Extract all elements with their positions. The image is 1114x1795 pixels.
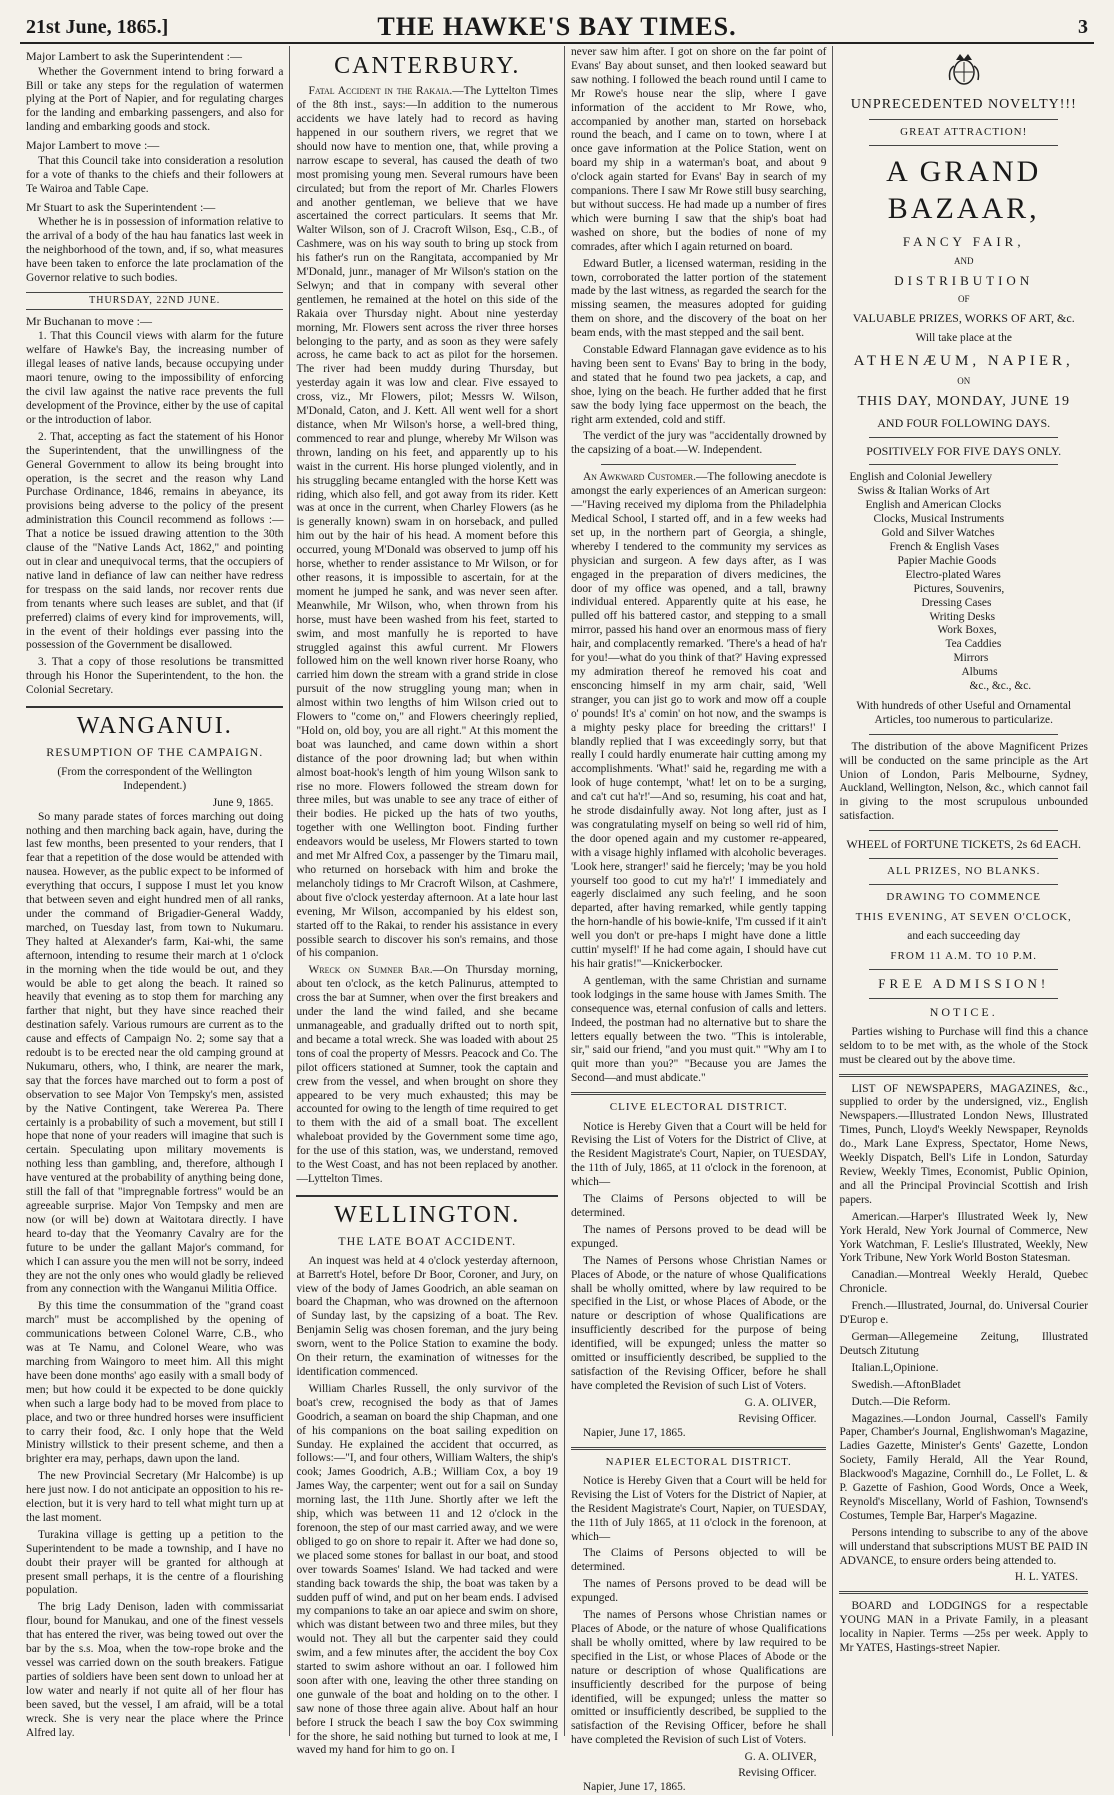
goods-item: Gold and Silver Watches [881,527,995,540]
article-paragraph: Constable Edward Flannagan gave evidence as to his having been sent to Evans' Bay to bring in the body, and stated that he found two pea jackets, a cap, and shoe, lying on the beach. He further added that he first saw the body lying face uppermost on the beach, the right arm extended, cold and stiff. [570,344,827,426]
bazaar-ad-text: With hundreds of other Useful and Ornamental Articles, too numerous to particularize. [856,699,1072,726]
goods-item: Papier Machie Goods [897,554,997,567]
signature: H. L. YATES. [1014,1571,1078,1584]
goods-list [849,471,1088,694]
newspaper-list-paragraph: German—Allegemeine Zeitung, Illustrated Deutsch Zitutung [839,1330,1088,1357]
motion-text: Whether the Government intend to bring forward a Bill or take any steps for the regulation of watermen plying at the Port of Napier, and for regulating charges for the landing and embarking passengers, and also for landing and embarking goods and stock. [26,65,284,134]
goods-item: &c., &c., &c. [969,680,1032,693]
article-paragraph: never saw him after. I got on shore on the far point of Evans' Bay about sunset, and then looked seaward but saw nothing. I followed the beach round until I came to Mr Rowe's house near the slip, where I gave information of the accident to Mr Rowe, who, accompanied by another man, started on horseback round the beach, and I came on to town, where I at once gave information at the Police Station, went on board my ship in a waterman's boat, and about 9 o'clock again started for Evans' Bay in search of my companions. There I saw Mr Rowe still busy searching, but without success. He had made up a number of fires which were burning I saw that the ship's boat had washed on shore, but the bodies of none of my comrades, after which I again returned on board. [570,46,827,253]
newspaper-list-paragraph: Italian.L,Opinione. [851,1361,939,1374]
divider [869,119,1058,120]
motion-heading: Mr Stuart to ask the Superintendent :— [26,199,216,214]
divider [869,437,1058,438]
article-subheading: THE LATE BOAT ACCIDENT. [338,1234,517,1249]
motion-heading: Major Lambert to move :— [26,138,160,153]
column-3 [565,46,834,1793]
notice-date: Napier, June 17, 1865. [582,1780,686,1793]
bazaar-ad-line: GREAT ATTRACTION! [900,126,1028,139]
newspaper-list-paragraph: Persons intending to subscribe to any of the above will understand that subscriptions MUST BE PAID IN ADVANCE, to ensure orders being attended to. [839,1526,1088,1567]
article-text: —The following anecdote is amongst the early experiences of an American surgeon:—"Having received my diploma from the Philadelphia Medical School, I started off, and in a few weeks had set up, in the northern part of Georgia, a shingle, whereby I tendered to the community my services as physician and surgeon. A few days after, as I was engaged in the preparation of divers medicines, the door of my office was opened, and a tall, brawny individual entered. Apparently quite at his ease, he pulled off his battered castor, and stepping to a small mirror, passed his hand over an enormous mass of fiery hair, and complacently remarked. 'There's a head of ha'r for you!—what do you think of that?' Having expressed my admiration thereof he removed his coat and ensconcing himself in my arm chair, said, 'Well stranger, you can jist go to work and mow off a couple o' pounds! It's a' comin' on hot now, and the swamps is a mighty pesky place for breeding the crittars!' I blandly replied that I was exceedingly sorry, but that really I could hardly enumerate hair cutting among my accomplishments. 'What!' said he, regarding me with a look of huge contempt, 'what! let on to be a surging, and ca't cut ha'r!'—And so, resuming, his coat and hat, he strode disdainfully away. Not long after, just as I was congratulating myself on being so well rid of him, the door opened again and my customer re-appeared, with a visage highly inflamed with alcoholic beverages. 'Look here, stranger!' said he fiercely; 'may be you hold yourself too good to cut my ha'r!' I immediately and eagerly disclaimed any such feeling, and he soon departed, after having remarked, while gently tapping the horn-handle of his bowie-knife, 'I'm cussed if it ain't well you don't or pre-haps I might have done a little cuttin' myself!' If he had come again, I should have cut his hair gratis!"—Knickerbocker. [570,471,827,970]
notice-paragraph: The Claims of Persons objected to will be determined. [570,1547,827,1574]
divider [869,969,1058,970]
notice-date: Napier, June 17, 1865. [582,1426,686,1439]
bazaar-ad-admission: FREE ADMISSION! [878,976,1050,992]
article-paragraph [571,471,827,972]
date-subheading: THURSDAY, 22ND JUNE. [26,292,283,310]
section-heading-canterbury: CANTERBURY. [334,53,521,79]
column-1 [20,46,290,1739]
motion-text: 1. That this Council views with alarm for the future welfare of Hawke's Bay, the increasing number of illegal leases of native lands, because occupying under maori tenure, owing to the impossibility of enforcing the civil law against the native race prevents the full development of the Province, either by the use of capital or the introduction of labor. [26,330,284,426]
newspaper-list-paragraph: Magazines.—London Journal, Cassell's Family Paper, Chamber's Journal, Englishwoman's Magazine, Ladies Gazette, Minister's Gents' Gazette, London Society, Family Herald, All the Year Round, Blackwood's Magazine, Cornhill do., Le Follet, L. & P. Gazette of Fashion, Good Words, Once a Week, Reynold's Miscellany, World of Fashion, Townsend's Costumes, Temple Bar, Harper's Magazine. [839,1412,1088,1522]
goods-item: Albums [961,666,998,679]
bazaar-ad-headline: UNPRECEDENTED NOVELTY!!! [850,97,1077,112]
signature: G. A. OLIVER, [744,1396,817,1409]
article-date: June 9, 1865. [212,796,274,809]
page-number: 3 [1078,16,1088,38]
article-source: (From the correspondent of the Wellington Independent.) [57,765,253,792]
notice-heading-napier: NAPIER ELECTORAL DISTRICT. [605,1455,792,1468]
article-paragraph: By this time the consummation of the "grand coast march" must be accomplished by the opening of communications between Colonel Warre, C.B., who was at Te Namu, and Colonel Weare, who was marching from Waingoro to meet him. All this might have been done months' ago easily with a small body of men; but how could it be expected to be done quickly when such a large body had to be moved from place to place, and two or three hundred horses were insufficient to carry their food, &c. I only hope that the Weld Ministry willstick to their present scheme, and then a brighter era may, perhaps, dawn upon the land. [26,1300,284,1466]
goods-item: French & English Vases [889,540,1000,553]
bazaar-ad-line: THIS EVENING, AT SEVEN O'CLOCK, [855,910,1072,923]
column-2 [290,46,564,1757]
bazaar-ad-tickets: WHEEL of FORTUNE TICKETS, 2s 6d EACH. [846,837,1082,852]
article-paragraph: So many parade states of forces marching out doing nothing and then marching back again, have, during the last few months, been presented to your renders, that I fear that a repetition of the dose would be attended with nausea. However, as the public expect to be informed of everything that occurs, I suppose I must let you know that between seven and eight hundred men of all ranks, under the command of Brigadier-General Waddy, marched, on Tuesday last, from town to Nukumaru. They halted at Alexander's farm, Kai-whi, the same afternoon, intending to resume their march at 1 o'clock in the morning when the tide would be out, and they would be able to get along the beach. It rained so heavily that evening as to stop them for marching any farther that night, but they have since reached their destination safely. Various rumours are current as to the cause and effects of Campaign No. 2; some say that a redoubt is to be erected near the old camping ground at Nukumaru, others, who, I think, are nearer the mark, say that the forces have marched out to form a post of observation to see Major Von Tempsky's men, assisted by the Native Contingent, take Wererea Pa. There certainly is a probability of such a movement, but still I hope that none of your readers will imagine that such is certain. Speculating upon military movements is nothing less than gambling, and, therefore, although I have ventured at the probability of anything being done, still the fall of that "impregnable fortress" would be an agreeable surprise. Major Von Tempsky and men are now (or will be) down at Waitotara directly. I have heard to-day that the Yeomanry Cavalry are for the future to be under the gallant Major's command, for which I can assure you the men will not be sorry, indeed they are not the only ones who would gladly be relieved from any connection with the Wanganui Militia Office. [26,810,284,1296]
bazaar-ad-venue: ATHENÆUM, NAPIER, [853,352,1074,369]
board-lodging-ad: BOARD and LODGINGS for a respectable YOUNG MAN in a Private Family, in a pleasant locality in Napier. Terms —25s per week. Apply to Mr YATES, Hastings-street Napier. [839,1600,1088,1655]
notice-paragraph: The Claims of Persons objected to will be determined. [570,1193,827,1219]
goods-item: Tea Caddies [945,638,1002,651]
article-paragraph [296,964,557,1187]
issue-date: 21st June, 1865.] [26,16,169,38]
divider [869,464,1058,465]
bazaar-ad-line: DISTRIBUTION [894,272,1034,288]
columns [20,46,1094,1793]
article-run-in-heading: An Awkward Customer. [582,471,696,484]
bazaar-ad-date: THIS DAY, MONDAY, JUNE 19 [857,394,1070,410]
divider [869,884,1058,885]
motion-text: 3. That a copy of those resolutions be transmitted through his Honor the Superintendent, to the hon. the Colonial Secretary. [26,656,284,697]
article-paragraph: William Charles Russell, the only survivor of the boat's crew, recognised the body as that of James Goodrich, a seaman on board the ship Chapman, and one of his companions on the boat sailing expedition on Sunday. He explained the accident that occurred, as follows:—"I, and four others, William Walters, the ship's cook; James Goodrich, A.B.; William Cox, a boy 19 James Way, the carpenter; went out for a sail on Sunday morning last, the 11th June. Shortly after we left the ship, which was between 11 and 12 o'clock in the forenoon, the step of our mast carried away, and we were obliged to go on shore to repair it. After we had done so, we placed some stones for ballast in our boat, and stood over towards Soames' Island. We had tacked and were standing back towards the ship, the boat was taken by a sudden puff of wind, and put on her beam ends. I advised my companions to take an oar apiece and swim on shore, which was distant between two and three miles, but they would not. They all but the carpenter said they could swim, and a few minutes after, the accident the boy Cox started to swim ashore without an oar. I followed him soon after with one, leaving the other three standing on one gunwale of the boat and holding on to the other. I saw none of those three again alive. About half an hour before I struck the beach I saw the boy Cox swimming for the shore, he said nothing but turned to look at me, I waved my hand for him to go on. I [296,1382,558,1757]
signature-title: Revising Officer. [738,1412,817,1425]
bazaar-ad-line: DRAWING TO COMMENCE [886,891,1042,904]
bazaar-ad-line: AND FOUR FOLLOWING DAYS. [877,416,1051,431]
article-paragraph [296,85,557,961]
royal-crest-icon [944,50,984,90]
article-paragraph: An inquest was held at 4 o'clock yesterday afternoon, at Barrett's Hotel, before Dr Boor, Coroner, and Jury, on view of the body of James Goodrich, an able seaman on board the Chapman, who was drowned on the afternoon of Sunday last, by the capsizing of a boat. The Rev. Benjamin Selig was chosen foreman, and the jury being sworn, went to the Police Station to examine the body. On their return, the examination of witnesses for the identification commenced. [296,1254,558,1378]
goods-item: Mirrors [953,652,989,665]
article-run-in-heading: Fatal Accident in the Rakaia. [308,85,453,98]
newspaper-list-paragraph: American.—Harper's Illustrated Week ly, New York Herald, New York Journal of Commerce, New York Watchman, F. Leslie's Illustrated, Weekly, New York Tribune, New York World Boston Statesman. [839,1210,1088,1265]
motion-text: 2. That, accepting as fact the statement of his Honor the Superintendent, that the unwillingness of the General Government to allow its being brought into operation, is the secret and the reason why Land Purchase Ordinance, 1846, remains in abeyance, its provisions being adverse to the policy of the present administration this Council recommend as follows :—That a notice be issued drawing attention to the 30th clause of the "Native Lands Act, 1862," and pointing out in clear and unequivocal terms, that the occupiers of native land in defiance of law can neither have redress for trespass on the said lands, nor recover rents due from tenants where such leases are sublet, and that (if preferred) claims of every kind for improvements, will, in the event of their holdings ever passing into the possession of the Government be disallowed. [26,430,284,652]
article-paragraph: The new Provincial Secretary (Mr Halcombe) is up here just now. I do not anticipate an opposition to his re-election, but it is very hard to tell what might turn up at the last moment. [26,1470,284,1524]
bazaar-ad-line: VALUABLE PRIZES, WORKS OF ART, &c. [852,311,1075,326]
bazaar-ad-line: ON [957,376,971,387]
notice-heading: NOTICE. [929,1005,998,1020]
bazaar-ad-line: POSITIVELY FOR FIVE DAYS ONLY. [866,443,1062,458]
divider [571,1092,827,1095]
notice-paragraph: The Names of Persons whose Christian Names or Places of Abode, or the nature of whose Qualifications shall be wholly omitted, where by law required to be specified in the List, or whose Places of Abode, or the nature or description of whose Qualifications are insufficiently described for the purpose of being identified, will be expunged; unless the matter so omitted or insufficiently described, be supplied to the satisfaction of the Revising Officer, before he shall have completed the Revision of such List of Voters. [570,1254,827,1392]
divider [869,734,1058,735]
divider [571,1447,827,1450]
newspaper-list-paragraph: Swedish.—AftonBladet [851,1378,961,1391]
notice-paragraph: Notice is Hereby Given that a Court will be held for Revising the List of Voters for the District of Napier, at the Resident Magistrate's Court, Napier, on TUESDAY, the 11th of July 1865, at 11 o'clock in the forenoon, at which— [570,1474,827,1543]
article-subheading: RESUMPTION OF THE CAMPAIGN. [46,745,264,760]
notice-heading-clive: CLIVE ELECTORAL DISTRICT. [609,1101,788,1114]
divider [839,1591,1088,1594]
goods-item: Work Boxes, [937,624,997,637]
goods-item: English and Colonial Jewellery [849,471,993,484]
divider [839,1074,1088,1077]
bazaar-ad-line: AND [953,255,974,266]
newspaper-list-paragraph: Dutch.—Die Reform. [851,1395,951,1408]
motion-text: That this Council take into consideration a resolution for a vote of thanks to the chiefs and their followers at Te Wairoa and Table Cape. [26,154,284,195]
motion-text: Whether he is in possession of information relative to the arrival of a body of the hau hau fanatics last week in the neighborhood of the town, and, if so, what measures have been taken to enforce the late proclamation of the Governor relative to such bodies. [26,216,284,284]
bazaar-ad-line: ALL PRIZES, NO BLANKS. [887,864,1041,877]
notice-paragraph: The names of Persons whose Christian names or Places of Abode, or the nature of whose Qualifications shall be wholly omitted, where by law required to be specified in the List, or whose Places of Abode or the nature or description of whose Qualifications are insufficiently described for the purpose of being identified, will be expunged; unless the matter so omitted or insufficiently described, be supplied to the satisfaction of the Revising Officer, before he shall have completed the Revision of such List of Voters. [570,1609,827,1747]
masthead [20,0,1094,44]
notice-paragraph: Notice is Hereby Given that a Court will be held for Revising the List of Voters for the District of Clive, at the Resident Magistrate's Court, Napier, on TUESDAY, the 11th of July, 1865, at 11 o'clock in the forenoon, at which— [570,1120,827,1189]
motion-heading: Major Lambert to ask the Superintendent :— [26,49,242,63]
bazaar-ad-line: and each succeeding day [907,930,1021,943]
goods-item: English and American Clocks [865,499,1002,512]
goods-item: Swiss & Italian Works of Art [857,485,990,498]
newspaper-title: THE HAWKE'S BAY TIMES. [377,12,737,41]
bazaar-ad-line: OF [957,294,970,305]
bazaar-ad-hours: FROM 11 A.M. TO 10 P.M. [890,949,1038,962]
divider [601,464,797,465]
notice-paragraph: Parties wishing to Purchase will find this a chance seldom to to be met with, as the whole of the Stock must be cleared out by the above time. [839,1025,1088,1066]
section-heading-wellington: WELLINGTON. [296,1195,557,1230]
bazaar-ad-line: FANCY FAIR, [902,233,1025,249]
newspaper-list-paragraph: Canadian.—Montreal Weekly Herald, Quebec Chronicle. [839,1269,1088,1296]
section-heading-wanganui: WANGANUI. [26,706,283,741]
newspaper-list-paragraph: LIST OF NEWSPAPERS, MAGAZINES, &c., supplied to order by the undersigned, viz., English Newspapers.—Illustrated London News, Illustrated Times, Punch, Lloyd's Weekly Newspaper, Reynolds do., Mark Lane Express, Spectator, Home News, Weekly Dispatch, Bell's Life in London, Saturday Review, Weekly Times, Economist, Public Opinion, and all the Principal Provincial Scottish and Irish papers. [839,1082,1088,1206]
goods-item: Pictures, Souvenirs, [913,582,1005,595]
goods-item: Writing Desks [929,610,996,623]
divider [869,998,1058,999]
divider [869,830,1058,831]
article-text: —The Lyttelton Times of the 8th inst., says:—In addition to the numerous accidents we have lately had to record as having happened in our southern rivers, we regret that we should now have to mention one, that, while proving a narrow escape to several, has caused the death of two most promising young men. Several rumours have been circulated; but from the report of Mr. Charles Flowers and another gentleman, we believe that we have ascertained the correct particulars. It seems that Mr. Walter Wilson, son of J. Cracroft Wilson, Esq., C.B., of Cashmere, was on his way south to bring up stock from his father's run on the Rangitata, accompanied by Mr M'Donald, junr., manager of Mr Wilson's station on the Selwyn; and that in company with several other gentlemen, he remained at the hotel on this side of the Rakaia over Thursday night. About nine yesterday morning, Mr. Flowers sent across the river three horses belonging to the party, and as soon as they were safely across, he came back to act as pilot for the horsemen. The river had been muddy during Thursday, but yesterday again it was low and clear. Five essayed to cross, viz., Mr Flowers, pilot; Messrs W. Wilson, M'Donald, Caton, and J. Kett. All went well for a short distance, when Mr Wilson's horse, a well-bred thing, commenced to rear and plunge, whereby Mr Wilson was thrown, landing on his feet, and apparently up to his waist in the current. His horse plunged violently, and in his struggling became entangled with the horse Kett was riding, which also fell, and got away from its rider. Kett was at once in the current, when Charley Flowers (as he is generally known) swam in on horseback, and pulled him out by the hair of his head. A moment before this occurred, young M'Donald was observed to jump off his horse, whether to render assistance to Mr Wilson, or for other reasons, it is impossible to ascertain, for at the moment he jumped he sank, and was never seen after. Meanwhile, Mr Wilson, who, when thrown from his horse, must have been washed from his feet, started to swim, and most manfully he is reported to have struggled against this awful current. Mr Flowers followed him on the well known river horse Roany, who carried him down the stream with a grand stride in close pursuit of the now struggling young man; when in almost within two lengths of him Wilson cried out to Flowers to "come on," and Flowers cheeringly replied, "Hold on, old boy, you are all right." At this moment the boat was launched, and came down within a short distance of the poor drowning lad; but when within almost boat-hook's length of him young Wilson sank to rise no more. Flowers followed the stream down for three miles, but was unable to see any trace of either of their bodies. He picked up the hats of two youths, together with one Wellington boot. Finding further endeavors would be useless, Mr Flowers started to town and met Mr Alfred Cox, a passenger by the Timaru mail, who returned on horseback with him and broke the melancholy tidings to Mr Cracroft Wilson, at Cashmere, about five o'clock yesterday afternoon. At a late hour last evening, Mr Wilson, accompanied by his eldest son, started off to the Rakai, to render his assistance in every possible search to discover his son's remains, and those of his companion. [296,85,558,960]
bazaar-ad-text: The distribution of the above Magnificent Prizes will be conducted on the same principle as the Art Union of London, Paris Melbourne, Sydney, Auckland, Wellington, Nelson, &c., which cannot fail in giving to the most scrupulous unbounded satisfaction. [839,740,1088,823]
article-paragraph: Edward Butler, a licensed waterman, residing in the town, corroborated the latter portion of the statement made by the last witness, as regarded the search for the missing seamen, the measures adopted for guiding them on shore, and the discovery of the boat on her beam ends, with the mast stepped and the sail bent. [570,257,827,340]
bazaar-ad-line: Will take place at the [915,331,1012,344]
article-paragraph: The verdict of the jury was "accidentally drowned by the capsizing of a boat.—W. Independent. [570,430,827,457]
article-paragraph: The brig Lady Denison, laden with commissariat flour, bound for Manukau, and one of the finest vessels that has entered the river, was being towed out over the bar by the s.s. Moa, when the tow-rope broke and the vessel was carried down on the south breakers. Fatigue parties of soldiers have been sent down to unload her at low water and nearly if not quite all of her flour has been saved, but the vessel, I am afraid, will be a total wreck. She is very near the place where the Prince Alfred lay. [26,1601,284,1739]
column-4 [833,46,1094,1736]
newspaper-list-paragraph: French.—Illustrated, Journal, do. Universal Courier D'Europ e. [839,1300,1088,1327]
goods-item: Clocks, Musical Instruments [873,513,1005,526]
goods-item: Dressing Cases [921,596,992,609]
goods-item: Electro-plated Wares [905,568,1001,581]
signature: G. A. OLIVER, [744,1751,817,1764]
notice-paragraph: The names of Persons proved to be dead will be expunged. [570,1578,827,1605]
bazaar-ad-title: A GRAND BAZAAR, [886,155,1042,226]
signature-title: Revising Officer. [738,1767,817,1780]
article-text: —On Thursday morning, about ten o'clock, as the ketch Palinurus, attempted to cross the bar at Sumner, when over the first breakers and under the land the wind failed, and she became unmanageable, and gradually drifted out to north spit, and became a total wreck. She was loaded with about 25 tons of coal the property of Messrs. Peacock and Co. The pilot officers stationed at Sumner, took the captain and crew from the vessel, and when brought on shore they appeared to be very much exhausted; this may be accounted for owing to the length of time required to get to them with the aid of a small boat. The excellent whaleboat provided by the Government some time ago, for the use of this station, was, we understand, removed to the West Coast, and has not been replaced by another.—Lyttelton Times. [296,964,558,1185]
divider [869,145,1058,146]
divider [869,858,1058,859]
article-paragraph: Turakina village is getting up a petition to the Superintendent to be made a township, and I have no doubt their prayer will be granted for although at present small perhaps, it is the centre of a flourishing population. [26,1528,284,1597]
notice-paragraph: The names of Persons proved to be dead will be expunged. [570,1223,827,1250]
article-paragraph: A gentleman, with the same Christian and surname took lodgings in the same house with James Smith. The consequence was, eternal confusion of calls and letters. Indeed, the postman had no alternative but to share the letters equally between the two. "This is intolerable, sir," said our friend, "and you must quit." "Why am I to quit more than you?" "Because you are James the Second—and must abdicate." [570,974,827,1085]
motion-heading: Mr Buchanan to move :— [26,313,152,328]
article-run-in-heading: Wreck on Sumner Bar. [308,964,433,977]
